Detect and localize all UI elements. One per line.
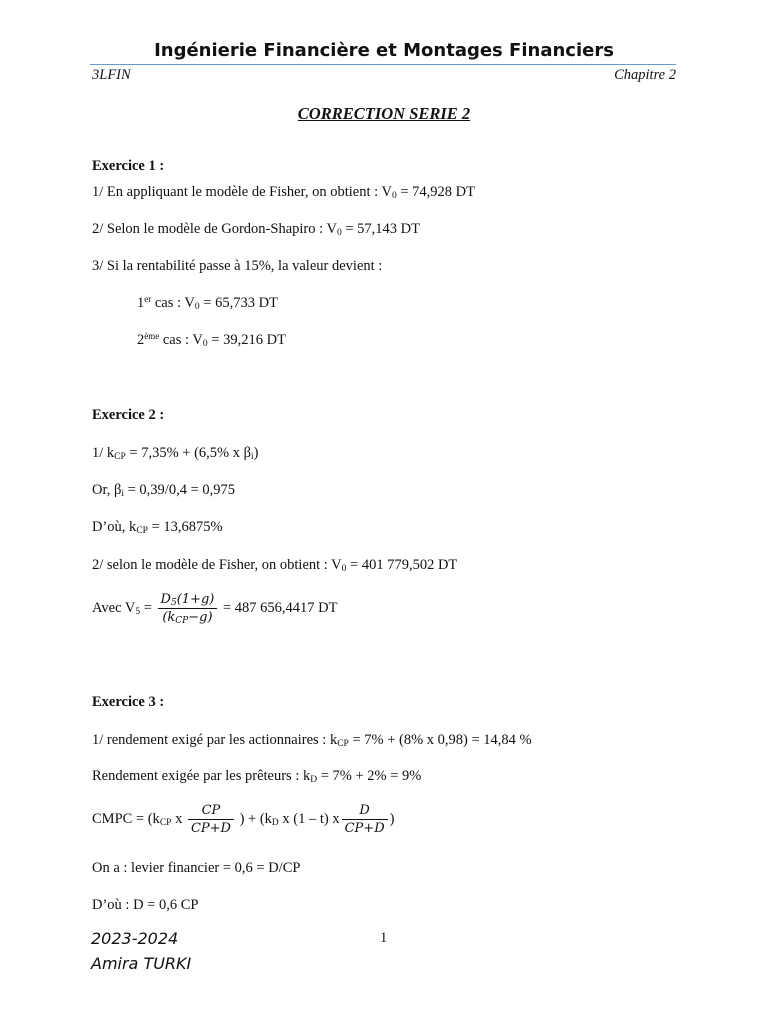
ex1-heading: Exercice 1 : bbox=[92, 158, 165, 174]
ex3-line-4: On a : levier financier = 0,6 = D/CP bbox=[92, 860, 301, 876]
ex1-case-2: 2ème cas : $V_0 = 39,216$ DT bbox=[137, 331, 286, 349]
ex1-line-1: 1/ En appliquant le modèle de Fisher, on obtient : $V_0 = 74,928$ DT bbox=[92, 184, 475, 201]
header-rule bbox=[90, 64, 676, 65]
ex1-case-1: 1er cas : $V_0 = 65,733$ DT bbox=[137, 294, 278, 312]
page-number: 1 bbox=[380, 930, 388, 946]
v5-fraction: $\frac{D_5(1+g)}{(k_{CP}-g)}$ bbox=[158, 592, 218, 625]
ex3-cmpc-formula: CMPC = ($k_{CP}$ x $\frac{CP}{CP+D}$ ) + ($k_D$ x (1 – t) x $\frac{D}{CP+D}$ ) bbox=[92, 803, 395, 836]
ex2-heading: Exercice 2 : bbox=[92, 407, 165, 423]
ex3-line-5: D’où : D = 0,6 CP bbox=[92, 897, 199, 913]
ex3-line-1: 1/ rendement exigé par les actionnaires : $k_{CP} = 7\% + (8\%$ x 0,98) = 14,84 % bbox=[92, 732, 532, 749]
ex2-line-5-formula: Avec $V_5$ = $\frac{D_5(1+g)}{(k_{CP}-g)}$ = 487 656,4417 DT bbox=[92, 592, 338, 626]
footer-year: 2023-2024 bbox=[91, 929, 179, 948]
ex3-heading: Exercice 3 : bbox=[92, 694, 165, 710]
chapter-label: Chapitre 2 bbox=[614, 67, 676, 83]
cp-fraction: $\frac{CP}{CP+D}$ bbox=[188, 803, 234, 836]
page-title: CORRECTION SERIE 2 bbox=[297, 104, 471, 123]
footer-author: Amira TURKI bbox=[91, 954, 192, 973]
class-code: 3LFIN bbox=[92, 67, 131, 83]
ex1-line-3: 3/ Si la rentabilité passe à 15%, la valeur devient : bbox=[92, 258, 383, 274]
course-title: Ingénierie Financière et Montages Financiers bbox=[154, 40, 614, 61]
ex2-line-3: D’où, $k_{CP} = 13,6875\%$ bbox=[92, 519, 223, 536]
ex3-line-2: Rendement exigée par les prêteurs : $k_D = 7\% + 2\% = 9\%$ bbox=[92, 768, 422, 785]
ex2-line-1: 1/ $k_{CP} = 7,35\% + (6,5\%$ x $\beta_i$) bbox=[92, 445, 259, 462]
ex1-line-2: 2/ Selon le modèle de Gordon-Shapiro : $V_0 = 57,143$ DT bbox=[92, 221, 421, 238]
d-fraction: $\frac{D}{CP+D}$ bbox=[342, 803, 388, 836]
ex2-line-4: 2/ selon le modèle de Fisher, on obtient : $V_0 = 401$ 779,502 DT bbox=[92, 557, 458, 574]
ex2-line-2: Or, $\beta_i = 0,39/0,4 = 0,975$ bbox=[92, 482, 236, 499]
